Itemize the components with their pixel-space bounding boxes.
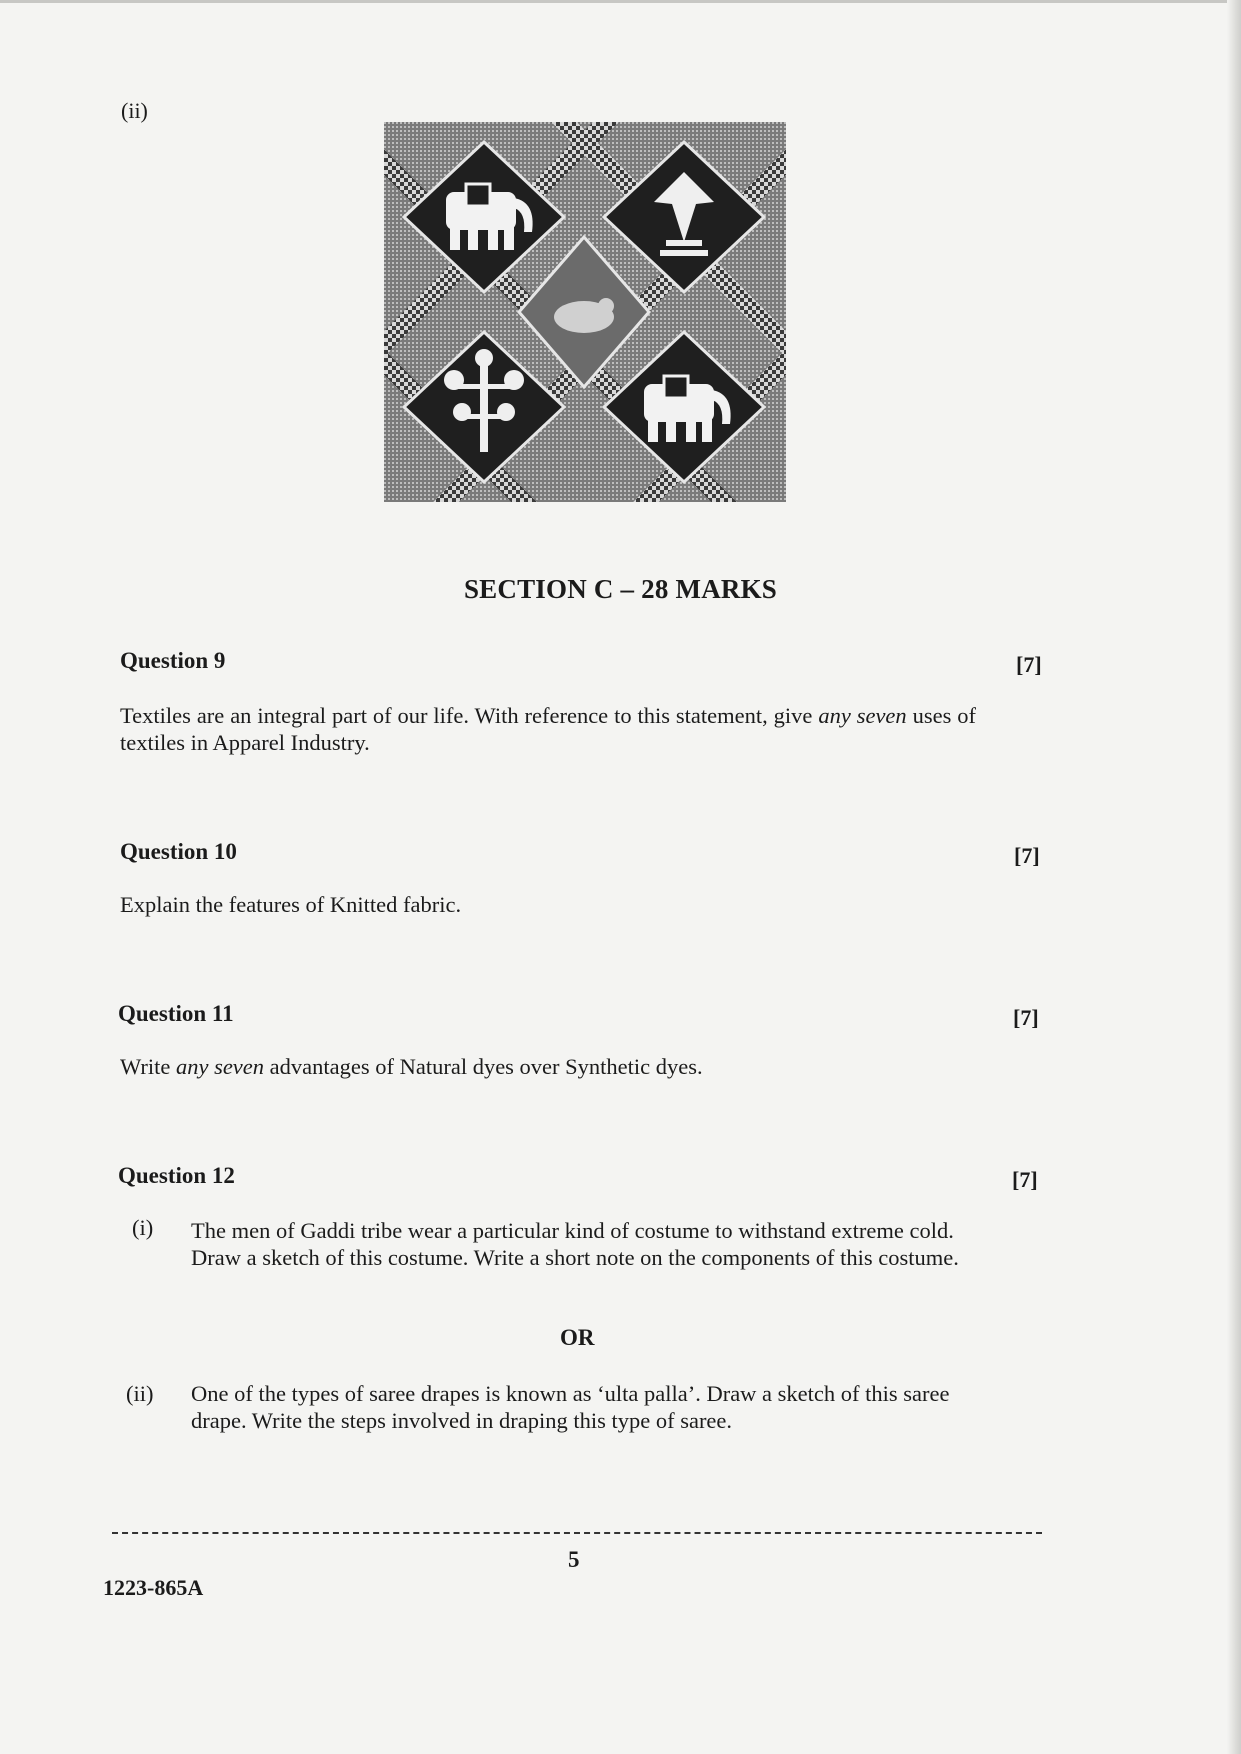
question-9-text-part-3: uses of textiles in Apparel Industry. [120, 703, 976, 755]
scan-right-edge [1227, 0, 1241, 1754]
page-number: 5 [568, 1547, 580, 1572]
question-12-option-1-text: The men of Gaddi tribe wear a particular kind of costume to withstand extreme cold. Draw a sketch of this costume. Write a short note on the components of this costume. [191, 1218, 959, 1270]
question-12-option-2-label: (ii) [126, 1381, 154, 1406]
question-10-marks: [7] [1014, 843, 1040, 868]
question-11-text-part-1: Write [120, 1054, 176, 1079]
question-9-marks: [7] [1016, 652, 1042, 677]
scan-top-edge [0, 0, 1241, 3]
question-10-title: Question 10 [120, 839, 237, 864]
patola-pattern-graphic [384, 122, 786, 502]
question-11-text [120, 1053, 703, 1080]
question-12-option-1-label: (i) [132, 1215, 154, 1240]
patola-textile-image [384, 122, 786, 502]
question-9-text [120, 702, 976, 756]
question-12-marks: [7] [1012, 1167, 1038, 1192]
question-11-title: Question 11 [118, 1001, 234, 1026]
question-9-text-part-1: Textiles are an integral part of our life. With reference to this statement, give [120, 703, 819, 728]
question-11-emphasis: any seven [175, 1054, 265, 1079]
question-10-text: Explain the features of Knitted fabric. [120, 892, 462, 917]
section-heading: SECTION C – 28 MARKS [463, 574, 778, 604]
question-12-option-2-text: One of the types of saree drapes is known as ‘ulta palla’. Draw a sketch of this saree drape. Write the steps involved in draping this type of saree. [191, 1381, 950, 1433]
or-separator: OR [560, 1325, 595, 1350]
question-11-text-part-3: advantages of Natural dyes over Synthetic dyes. [264, 1054, 703, 1079]
question-9-emphasis: any seven [818, 703, 907, 728]
question-11-marks: [7] [1013, 1005, 1039, 1030]
question-9-title: Question 9 [120, 648, 226, 673]
figure-label: (ii) [121, 98, 148, 123]
footer-divider [112, 1532, 1042, 1534]
paper-code: 1223-865A [103, 1575, 204, 1600]
question-12-title: Question 12 [118, 1163, 235, 1188]
